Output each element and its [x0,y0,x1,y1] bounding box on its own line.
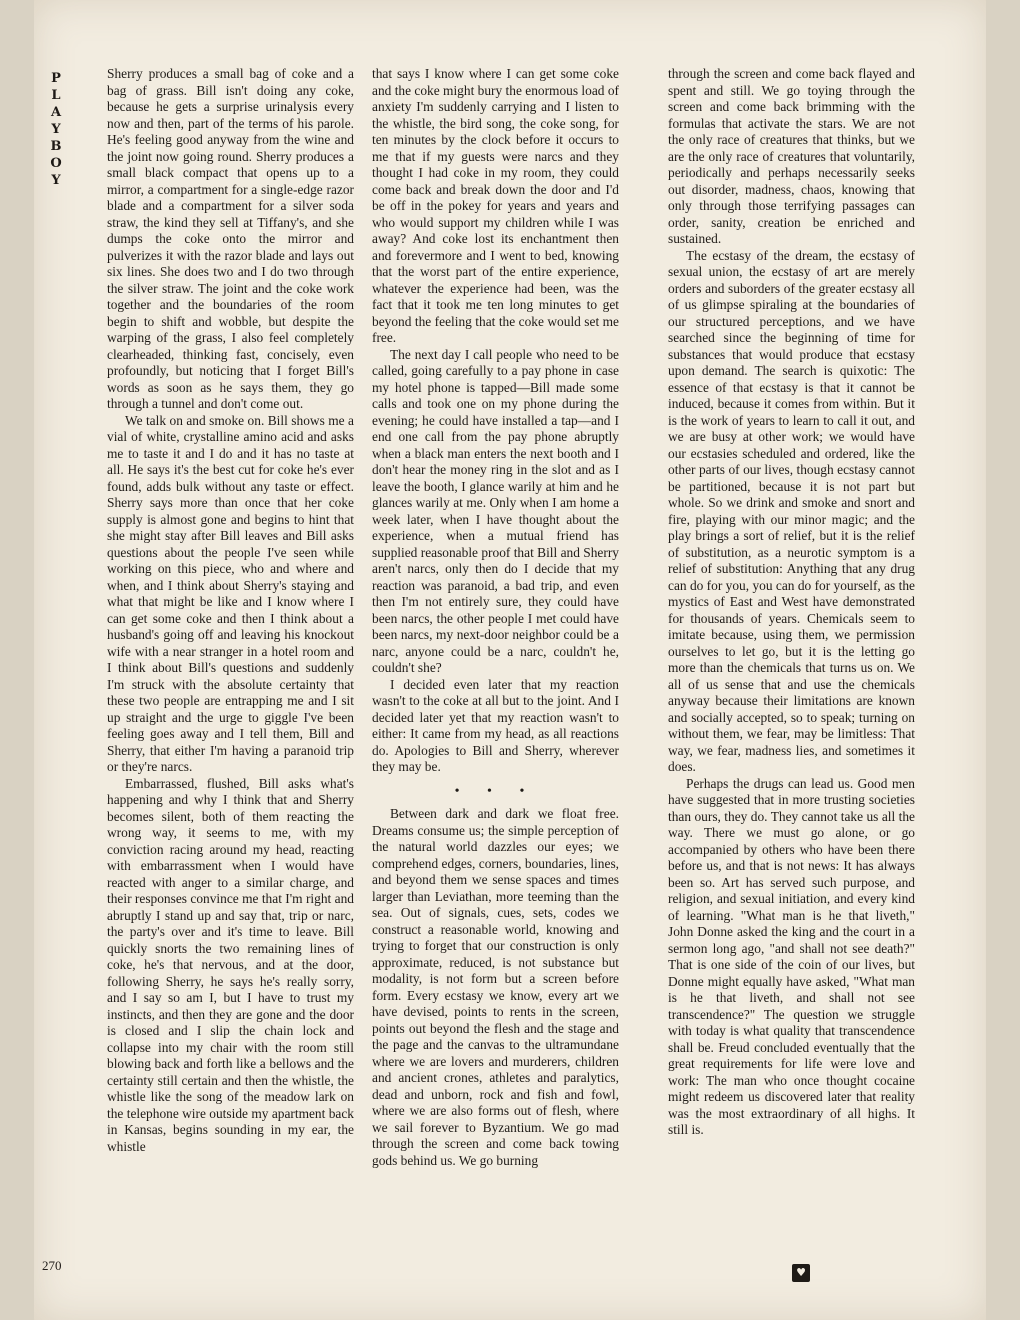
text-column-2 [372,66,619,1169]
text-column-1 [107,66,354,1155]
text-column-3 [668,66,915,1139]
page-number: 270 [42,1258,62,1273]
paragraph: Perhaps the drugs can lead us. Good men have suggested that in more trusting societies than ours, they do. They cannot take us all the way. There we must go alone, or go accompanied by others who have been there before us, and that is not news: It has always been so. Art has served such purpose, and religion, and sexual initiation, and every kind of learning. "What man is he that liveth," John Donne asked the king and the court in a sermon long ago, "and shall not see death?" That is one side of the coin of our lives, but Donne might equally have asked, "What man is he that liveth, and shall not see transcendence?" The question we struggle with today is what quality that transcendence shall be. Freud concluded eventually that the great requirements for life were love and work: The man who once thought cocaine might redeem us discovered later that reality was the most extraordinary of all highs. It still is. [668,775,915,1137]
bunny-logo-icon: ♥ [792,1264,810,1282]
paragraph: Sherry produces a small bag of coke and a bag of grass. Bill isn't doing any coke, because he gets a surprise urinalysis every now and then, part of the terms of his parole. He's feeling good anyway from the wine and the joint now going round. Sherry produces a small black compact that opens up to a mirror, a compartment for a single-edge razor blade and a compartment for a silver soda straw, the kind they sell at Tiffany's, and she dumps the coke onto the mirror and pulverizes it with the razor blade and lays out six lines. She does two and I do two through the silver straw. The joint and the coke work together and the boundaries of the room begin to shift and wobble, but despite the warping of the grass, I also feel completely clearheaded, thinking fast, concisely, even profoundly, but noticing that I forget Bill's words as soon as he says them, they go through a tunnel and don't come out. [107,66,354,411]
running-head-letter: O [50,156,62,171]
paragraph: through the screen and come back flayed and spent and still. We go toying through the screen and come back brimming with the formulas that activate the stars. We are not the only race of creatures that thinks, but we are the only race of creatures that voluntarily, periodically and perhaps necessarily seeks out disorder, madness, chaos, knowing that only through those terrifying passages can order, sanity, creation be enriched and sustained. [668,66,915,246]
paragraph: Embarrassed, flushed, Bill asks what's happening and why I think that and Sherry becomes silent, both of them reacting the wrong way, it seems to me, with my conviction racing around my head, reacting with embarrassment when I would have reacted with anger to a similar charge, and their responses convince me that I'm right and abruptly I stand up and say that, trip or narc, the party's over and it's time to leave. Bill quickly snorts the two remaining lines of coke, he's that nervous, and at the door, following Sherry, he says he's really sorry, and I say so am I, but I have to trust my instincts, and then they are gone and the door is closed and I slip the chain lock and collapse into my chair with the room still blowing back and forth like a bellows and the certainty still certain and then the whistle, the whistle like the song of the meadow lark on the telephone wire outside my apartment back in Kansas, begins sounding in my ear, the whistle [107,775,354,1154]
paragraph: that says I know where I can get some coke and the coke might bury the enormous load of anxiety I'm suddenly carrying and I listen to the whistle, the bird song, the coke song, for ten minutes by the clock before it occurs to me that if my guests were narcs and they thought I had coke in my room, they could come back and break down the door and I'd be off in the pokey for years and years and who would support my children while I was away? And coke lost its enchantment then and forevermore and I went to bed, knowing that the worst part of the entire experience, whatever the experience had been, was the fact that it took me ten long minutes to get beyond the feeling that the coke would set me free. [372,66,619,345]
paragraph: I decided even later that my reaction wasn't to the coke at all but to the joint. And I decided later yet that my reaction wasn't to either: It came from my head, as all reactions do. Apologies to Bill and Sherry, wherever they may be. [372,676,619,774]
paragraph: Between dark and dark we float free. Dreams consume us; the simple perception of the natural world dazzles our eyes; we comprehend edges, corners, boundaries, lines, and beyond them we sense spaces and times larger than Leviathan, more teeming than the sea. Out of signals, cues, sets, codes we construct a reasonable world, knowing and trying to forget that our construction is only approximate, reduced, is not substance but modality, is not form but a screen before form. Every ecstasy we know, every art we have devised, points to rents in the screen, points out beyond the flesh and the stage and the page and the canvas to the ultramundane where we are lovers and murderers, children and ancient crones, athletes and paralytics, dead and unborn, rock and fish and fowl, where we are also forms out of flesh, where we sail forever to Byzantium. We go mad through the screen and come back towing gods behind us. We go burning [372,806,619,1168]
running-head-letter: P [51,71,61,86]
paragraph: The next day I call people who need to be called, going carefully to a pay phone in case my hotel phone is tapped—Bill made some calls and took one on my phone during the evening; he could have installed a tap—and I end one call from the pay phone abruptly when a black man enters the next booth and I don't hear the money ring in the slot and as I leave the booth, I glance warily at him and he glances warily at me. Only when I am home a week later, when I have thought about the experience, when a mutual friend has supplied reasonable proof that Bill and Sherry aren't narcs, only then do I decide that my reaction was paranoid, a bad trip, and even then I'm not entirely sure, they could have been narcs, the other people I met could have been narcs, my next-door neighbor could be a narc, anyone could be a narc, couldn't he, couldn't she? [372,346,619,675]
running-head-letter: A [50,105,62,120]
paragraph: We talk on and smoke on. Bill shows me a vial of white, crystalline amino acid and asks me to taste it and I do and it has no taste at all. He says it's the best cut for coke he's ever found, adds bulk without any taste or effect. Sherry says more than once that her coke supply is almost gone and begins to hint that she might stay after Bill leaves and Bill asks questions about the people I've seen while working on this piece, who and where and when, and I think about Sherry's staying and what that might be like and I know where I can get some coke and then I think about a husband's going off and leaving his knockout wife with a near stranger in a hotel room and I think about Bill's questions and suddenly I'm struck with the absolute certainty that these two people are entrapping me and I sit up straight and the urge to giggle I've been feeling goes away and I tell them, Bill and Sherry, that either I'm having a paranoid trip or they're narcs. [107,412,354,774]
magazine-page [34,0,986,1320]
running-head-letter: B [50,139,62,154]
paragraph: The ecstasy of the dream, the ecstasy of sexual union, the ecstasy of art are merely orders and suborders of the greater ecstasy all of us glimpse spiraling at the boundaries of our structured perceptions, and we have searched since the beginning of time for substances that would produce that ecstasy upon demand. The search is quixotic: The essence of that ecstasy is that it cannot be induced, because it comes from within. But it is the work of years to learn to call it out, and we are busy at other work; we would have our ecstasies scheduled and ordered, like the other parts of our lives, though ecstasy cannot be partitioned, because it is not part but whole. So we drink and smoke and snort and fire, playing with our minor magic; and the play brings a sort of relief, but it is the relief of substitution, as a neurotic symptom is a relief of substitution: Anything that any drug can do for you, you can do for yourself, as the mystics of East and West have demonstrated for thousands of years. Chemicals seem to imitate because, using them, we permission ourselves to let go, but it is the letting go more than the chemicals that turns us on. We all of us sense that and use the chemicals anyway because their limitations are known and socially accepted, so to speak; turning on without them, we fear, may be limitless: That way, we fear, madness lies, and sometimes it does. [668,247,915,774]
running-head-letter: Y [51,173,61,188]
running-head [44,70,68,189]
running-head-letter: L [51,88,61,103]
running-head-letter: Y [51,122,61,137]
section-break-dots: • • • [454,783,537,799]
